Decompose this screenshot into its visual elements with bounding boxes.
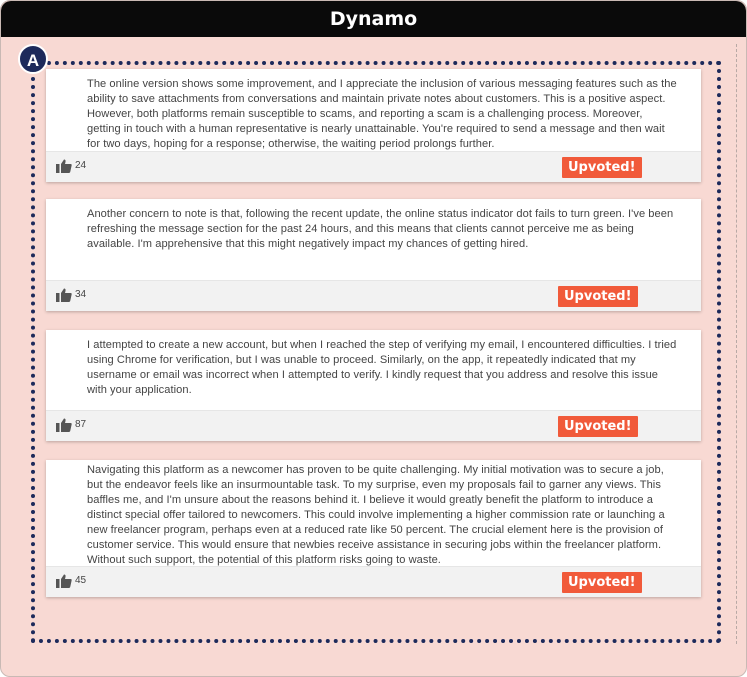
review-card xyxy=(46,330,701,441)
upvoted-button[interactable]: Upvoted! xyxy=(558,416,638,437)
review-text: Navigating this platform as a newcomer has proven to be quite challenging. My initial motivation was to secure a job, but the endeavor feels like an insurmountable task. To my surprise, even my proposals fail to garner any views. This baffles me, and I'm unsure about the reasons behind it. I believe it would greatly benefit the platform to introduce a distinct special offer tailored to newcomers. This could involve implementing a higher commission rate or launching a new freelancer program, perhaps even at a reduced rate like 50 percent. The crucial element here is the provision of customer service. This would ensure that newbies receive assistance in securing jobs within the freelancer platform. Without such support, the potential of this platform risks going to waste. xyxy=(87,464,665,566)
upvoted-button[interactable]: Upvoted! xyxy=(562,572,642,593)
scrollbar-track xyxy=(736,44,737,644)
thumbs-up-icon[interactable] xyxy=(56,574,72,588)
upvoted-button[interactable]: Upvoted! xyxy=(562,157,642,178)
thumbs-up-icon[interactable] xyxy=(56,159,72,173)
review-footer xyxy=(46,410,701,441)
like-count: 24 xyxy=(75,160,87,171)
review-card xyxy=(46,199,701,311)
like-count: 87 xyxy=(75,419,87,430)
like-count: 34 xyxy=(75,289,87,300)
review-footer xyxy=(46,280,701,311)
window-title: Dynamo xyxy=(1,1,746,37)
like-count: 45 xyxy=(75,575,87,586)
review-card xyxy=(46,69,701,182)
thumbs-up-icon[interactable] xyxy=(56,418,72,432)
upvoted-button[interactable]: Upvoted! xyxy=(558,286,638,307)
review-text: I attempted to create a new account, but when I reached the step of verifying my email, I encountered difficulties. I tried using Chrome for verification, but I was unable to proceed. Similarly, on the app, it repeatedly indicated that my username or email was incorrect when I attempted to verify. I kindly request that you address and resolve this issue with your application. xyxy=(87,339,677,396)
review-text: The online version shows some improvement, and I appreciate the inclusion of various messaging features such as the ability to save attachments from conversations and maintain private notes about customers. This is a positive aspect. However, both platforms remain susceptible to scams, and reporting a scam is a challenging process. Moreover, getting in touch with a human representative is nearly unattainable. You're required to send a message and then wait for two days, hoping for a response; otherwise, the waiting period prolongs further. xyxy=(87,78,677,150)
review-footer xyxy=(46,151,701,182)
review-card xyxy=(46,460,701,597)
thumbs-up-icon[interactable] xyxy=(56,288,72,302)
region-label-badge: A xyxy=(18,44,48,74)
review-footer xyxy=(46,566,701,597)
review-text: Another concern to note is that, following the recent update, the online status indicator dot fails to turn green. I've been refreshing the message section for the past 24 hours, and this means that clients cannot perceive me as being available. I'm apprehensive that this might negatively impact my chances of getting hired. xyxy=(87,208,674,250)
